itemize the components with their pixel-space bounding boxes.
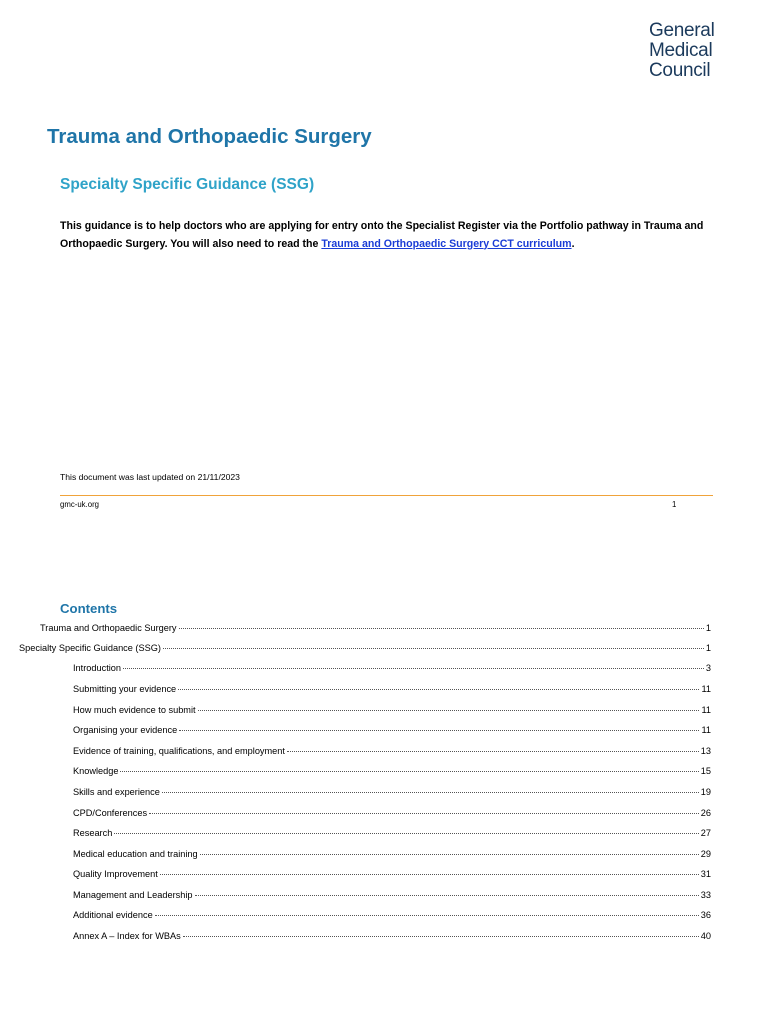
toc-entry[interactable] [73, 849, 711, 863]
gmc-logo [649, 21, 715, 81]
toc-label: How much evidence to submit [73, 705, 196, 715]
intro-end: . [571, 237, 575, 250]
toc-label: Knowledge [73, 766, 119, 776]
toc-entry[interactable] [73, 890, 711, 904]
logo-line-1: General [649, 20, 715, 41]
toc-page: 26 [700, 808, 711, 818]
toc-leader [183, 936, 699, 937]
toc-leader [162, 792, 699, 793]
toc-entry[interactable] [73, 725, 711, 739]
toc-entry[interactable] [73, 808, 711, 822]
toc-label: CPD/Conferences [73, 808, 148, 818]
footer-divider [60, 495, 713, 496]
toc-page: 29 [700, 849, 711, 859]
document-subtitle: Specialty Specific Guidance (SSG) [60, 176, 315, 193]
last-updated-note: This document was last updated on 21/11/2023 [60, 472, 240, 482]
toc-label: Quality Improvement [73, 869, 158, 879]
toc-entry[interactable] [19, 643, 711, 657]
toc-leader [195, 895, 699, 896]
toc-page: 11 [701, 725, 711, 735]
toc-leader [120, 771, 698, 772]
toc-leader [179, 628, 704, 629]
curriculum-link[interactable]: Trauma and Orthopaedic Surgery CCT curriculum [321, 237, 572, 250]
toc-entry[interactable] [40, 623, 711, 637]
toc-entry[interactable] [73, 663, 711, 677]
toc-leader [155, 915, 699, 916]
contents-heading: Contents [60, 601, 118, 616]
toc-leader [160, 874, 699, 875]
intro-paragraph [60, 218, 720, 253]
toc-page: 27 [700, 828, 711, 838]
toc-page: 11 [701, 705, 711, 715]
toc-leader [149, 813, 699, 814]
toc-entry[interactable] [73, 828, 711, 842]
toc-label: Evidence of training, qualifications, and employment [73, 746, 285, 756]
toc-label: Skills and experience [73, 787, 160, 797]
toc-entry[interactable] [73, 766, 711, 780]
logo-line-2: Medical [649, 40, 713, 61]
toc-page: 1 [705, 623, 711, 633]
document-title: Trauma and Orthopaedic Surgery [47, 125, 372, 148]
toc-label: Management and Leadership [73, 890, 193, 900]
toc-entry[interactable] [73, 787, 711, 801]
toc-leader [179, 730, 699, 731]
toc-entry[interactable] [73, 684, 711, 698]
toc-page: 3 [705, 663, 711, 673]
toc-leader [114, 833, 698, 834]
toc-label: Organising your evidence [73, 725, 178, 735]
toc-label: Research [73, 828, 113, 838]
toc-leader [198, 710, 700, 711]
toc-entry[interactable] [73, 931, 711, 945]
toc-label: Annex A – Index for WBAs [73, 931, 181, 941]
intro-text: This guidance is to help doctors who are applying for entry onto the Specialist Register via the Portfolio pathway in Trauma and Orthopaedic Surgery. You will also need to read the [60, 220, 704, 250]
toc-label: Introduction [73, 663, 122, 673]
footer-page-number: 1 [672, 500, 677, 509]
toc-page: 15 [700, 766, 711, 776]
toc-entry[interactable] [73, 910, 711, 924]
toc-page: 11 [701, 684, 711, 694]
toc-label: Submitting your evidence [73, 684, 177, 694]
toc-leader [163, 648, 704, 649]
toc-leader [287, 751, 699, 752]
toc-page: 19 [700, 787, 711, 797]
toc-leader [200, 854, 699, 855]
toc-entry[interactable] [73, 746, 711, 760]
toc-entry[interactable] [73, 869, 711, 883]
toc-entry[interactable] [73, 705, 711, 719]
toc-page: 1 [705, 643, 711, 653]
toc-page: 31 [700, 869, 711, 879]
toc-page: 40 [700, 931, 711, 941]
toc-label: Medical education and training [73, 849, 198, 859]
toc-page: 36 [700, 910, 711, 920]
toc-page: 13 [700, 746, 711, 756]
toc-page: 33 [700, 890, 711, 900]
logo-line-3: Council [649, 60, 711, 81]
toc-leader [178, 689, 699, 690]
toc-label: Specialty Specific Guidance (SSG) [19, 643, 161, 653]
toc-label: Additional evidence [73, 910, 153, 920]
toc-label: Trauma and Orthopaedic Surgery [40, 623, 177, 633]
footer-site: gmc-uk.org [60, 500, 99, 509]
toc-leader [123, 668, 704, 669]
